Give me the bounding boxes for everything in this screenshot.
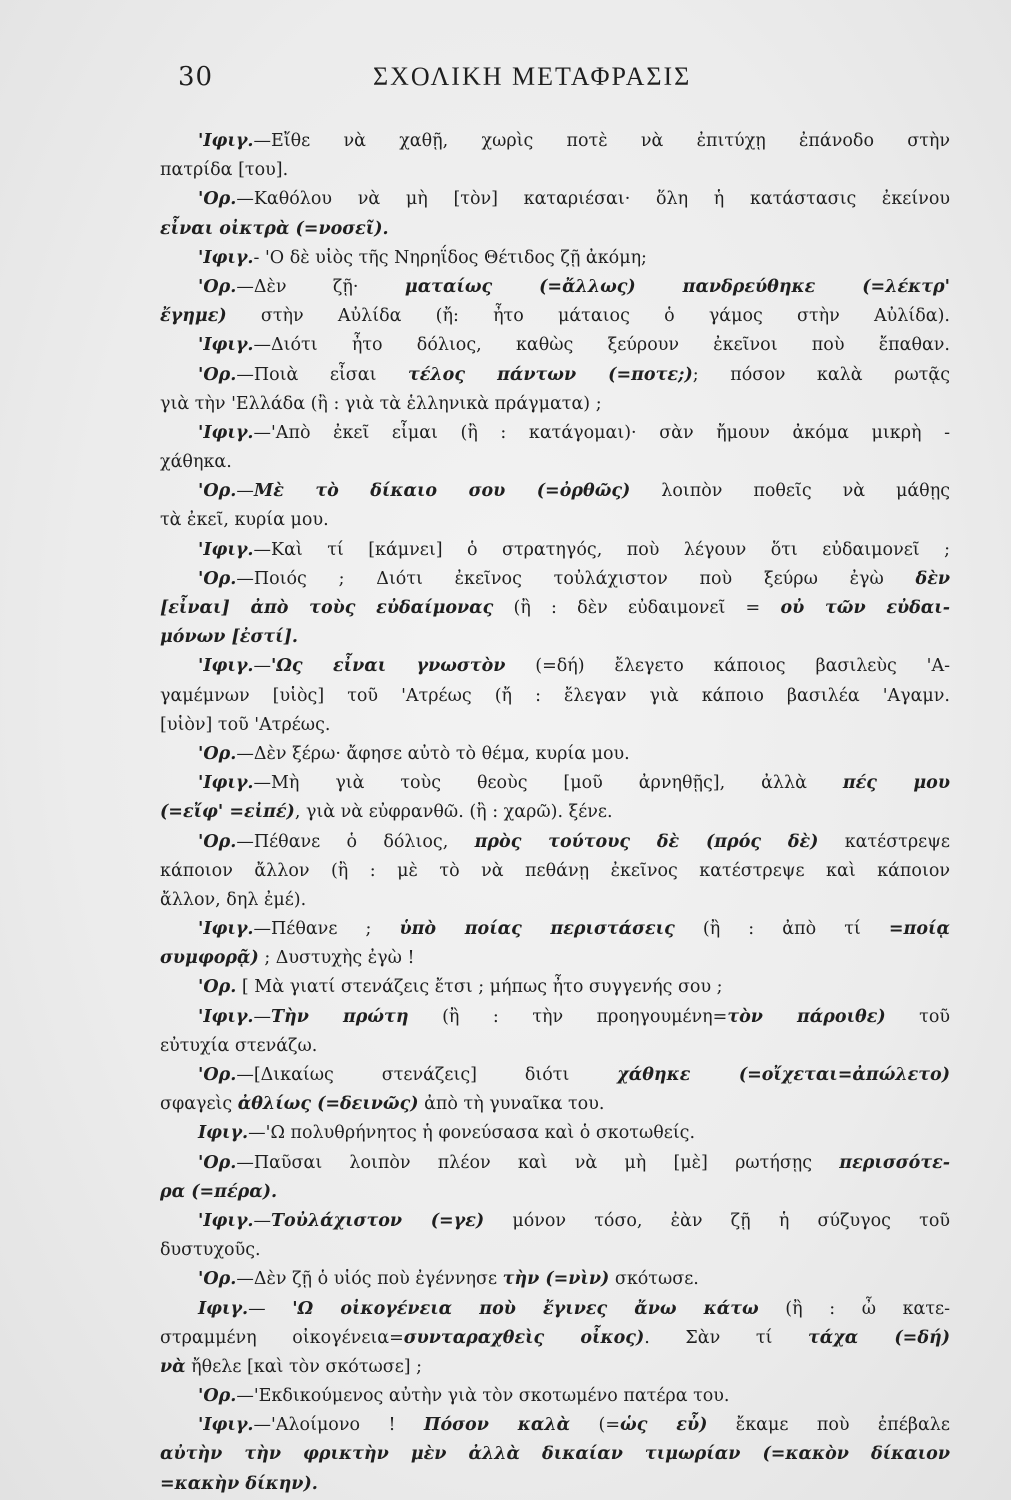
emphasis-text: τὴν (=νὶν) xyxy=(502,1269,610,1290)
text-segment: —Ποιός ; Διότι ἐκεῖνος τοὐλάχιστον ποὺ ξεύρω ἐγὼ xyxy=(236,568,916,589)
text-line xyxy=(160,1061,950,1090)
text-line xyxy=(160,273,950,302)
text-segment: ; πόσον καλὰ ρωτᾷς xyxy=(692,364,950,385)
emphasis-text: περισσότε- xyxy=(839,1152,950,1173)
text-line xyxy=(160,915,950,944)
emphasis-text: συνταραχθεὶς οἶκος) xyxy=(403,1327,645,1348)
emphasis-text: εἶναι οἰκτρὰ (=νοσεῖ). xyxy=(160,218,389,239)
text-segment: —[Δικαίως στενάζεις] διότι xyxy=(236,1065,618,1085)
text-segment: —Δὲν ξέρω· ἄφησε αὐτὸ τὸ θέμα, κυρία μου. xyxy=(236,743,630,764)
text-line xyxy=(160,1178,950,1207)
text-line xyxy=(160,944,950,973)
speaker-label: 'Ιφιγ. xyxy=(198,1006,254,1027)
text-line xyxy=(160,390,950,419)
text-segment: —Καθόλου νὰ μὴ [τὸν] καταριέσαι· ὅλη ἡ κατάστασις ἐκείνου xyxy=(236,189,950,210)
text-segment: — xyxy=(253,1210,271,1231)
speaker-label: 'Ορ. xyxy=(198,977,237,998)
text-line xyxy=(160,828,950,857)
emphasis-text: 'Ω οἰκογένεια ποὺ ἔγινες ἄνω κάτω xyxy=(292,1298,759,1319)
dialogue-text xyxy=(160,127,950,1499)
emphasis-text: μόνων [ἐστί]. xyxy=(160,627,298,648)
text-segment: ἤθελε [καὶ τὸν σκότωσε] ; xyxy=(185,1356,423,1377)
emphasis-text: τάχα (=δή) xyxy=(808,1327,950,1348)
speaker-label: 'Ορ. xyxy=(198,1386,237,1407)
text-segment: —Μὴ γιὰ τοὺς θεοὺς [μοῦ ἀρνηθῇς], ἀλλὰ xyxy=(253,773,843,794)
text-line xyxy=(160,1382,950,1411)
emphasis-text: χάθηκε (=οἴχεται=ἀπώλετο) xyxy=(617,1065,950,1085)
speaker-label: 'Ορ. xyxy=(198,481,237,502)
text-segment: (= xyxy=(570,1415,621,1436)
speaker-label: 'Ιφιγ. xyxy=(198,247,254,268)
text-line xyxy=(160,798,950,827)
emphasis-text: =ποίᾳ xyxy=(888,919,950,940)
text-line xyxy=(160,1032,950,1061)
text-line xyxy=(160,1149,950,1178)
emphasis-text: Τὴν πρώτη xyxy=(271,1006,409,1027)
text-segment: ἔκαμε ποὺ ἐπέβαλε xyxy=(707,1415,950,1436)
speaker-label: 'Ορ. xyxy=(198,364,237,385)
emphasis-text: πές μου xyxy=(842,773,950,794)
text-line xyxy=(160,1411,950,1440)
text-segment: . Σὰν τί xyxy=(644,1327,809,1348)
emphasis-text: οὐ τῶν εὐδαι- xyxy=(780,598,950,618)
page-header xyxy=(178,62,898,102)
emphasis-text: συμφορᾷ) xyxy=(160,948,259,969)
emphasis-text: ματαίως (=ἄλλως) πανδρεύθηκε (=λέκτρ' xyxy=(404,276,950,297)
text-segment: δυστυχοῦς. xyxy=(160,1240,261,1261)
speaker-label: 'Ορ. xyxy=(198,743,237,764)
text-line xyxy=(160,623,950,652)
text-line xyxy=(160,1207,950,1236)
text-line xyxy=(160,769,950,798)
speaker-label: 'Ορ. xyxy=(198,1065,237,1085)
text-segment: - 'Ο δὲ υἱὸς τῆς Νηρηΐδος Θέτιδος ζῇ ἀκόμη; xyxy=(253,247,647,268)
text-segment: κάποιον ἄλλον (ἢ : μὲ τὸ νὰ πεθάνῃ ἐκεῖνος κατέστρεψε καὶ κάποιον xyxy=(160,860,950,881)
text-segment: —Παῦσαι λοιπὸν πλέον καὶ νὰ μὴ [μὲ] ρωτήσῃς xyxy=(236,1152,840,1173)
speaker-label: 'Ορ. xyxy=(198,568,237,589)
text-segment: στὴν Αὐλίδα (ἤ: ἦτο μάταιος ὁ γάμος στὴν Αὐλίδα). xyxy=(226,306,950,327)
speaker-label: 'Ιφιγ. xyxy=(198,131,254,151)
emphasis-text: τὸν πάροιθε) xyxy=(727,1006,886,1027)
text-segment: — xyxy=(236,481,254,502)
emphasis-text: ὑπὸ ποίας περιστάσεις xyxy=(399,919,675,940)
emphasis-text: τέλος πάντων (=ποτε;) xyxy=(408,364,693,385)
text-line xyxy=(160,1324,950,1353)
text-segment: (ἢ : ἀπὸ τί xyxy=(674,919,889,940)
text-line xyxy=(160,711,950,740)
text-line xyxy=(160,857,950,886)
text-line xyxy=(160,331,950,360)
text-line xyxy=(160,506,950,535)
text-segment: —Δὲν ζῇ ὁ υἱός ποὺ ἐγέννησε xyxy=(236,1269,503,1290)
speaker-label: 'Ιφιγ. xyxy=(198,656,254,677)
text-segment: σκότωσε. xyxy=(609,1269,699,1290)
emphasis-text: αὐτὴν τὴν φρικτὴν μὲν ἀλλὰ δικαίαν τιμωρίαν (=κακὸν δίκαιον xyxy=(160,1444,950,1465)
text-segment: λοιπὸν ποθεῖς νὰ μάθῃς xyxy=(630,481,950,502)
text-line xyxy=(160,973,950,1002)
text-segment: [υἱὸν] τοῦ 'Ατρέως. xyxy=(160,714,331,735)
text-segment: —Διότι ἦτο δόλιος, καθὼς ξεύρουν ἐκεῖνοι ποὺ ἔπαθαν. xyxy=(253,335,950,356)
emphasis-text: ἔγημε) xyxy=(160,306,227,327)
text-line xyxy=(160,1265,950,1294)
emphasis-text: ἀθλίως (=δεινῶς) xyxy=(237,1094,419,1115)
speaker-label: 'Ορ. xyxy=(198,189,237,210)
text-line xyxy=(160,1470,950,1499)
text-line xyxy=(160,244,950,273)
text-segment: [ Μὰ γιατί στενάζεις ἔτσι ; μήπως ἦτο συγγενής σου ; xyxy=(236,977,723,998)
text-segment: —'Απὸ ἐκεῖ εἶμαι (ἢ : κατάγομαι)· σὰν ἤμουν ἀκόμα μικρὴ - xyxy=(253,422,950,443)
speaker-label: 'Ιφιγ. xyxy=(198,539,254,560)
text-line xyxy=(160,1236,950,1265)
emphasis-text: νὰ xyxy=(160,1356,186,1377)
speaker-label: 'Ιφιγ. xyxy=(198,1210,254,1231)
speaker-label: 'Ορ. xyxy=(198,1152,237,1173)
text-segment: μόνον τόσο, ἐὰν ζῇ ἡ σύζυγος τοῦ xyxy=(484,1210,950,1231)
text-segment: —'Εκδικούμενος αὐτὴν γιὰ τὸν σκοτωμένο πατέρα του. xyxy=(236,1386,730,1407)
text-line xyxy=(160,477,950,506)
text-segment: πατρίδα [του]. xyxy=(160,160,289,181)
running-title: ΣΧΟΛΙΚΗ ΜΕΤΑΦΡΑΣΙΣ xyxy=(373,62,692,91)
text-segment: γαμέμνων [υἱὸς] τοῦ 'Ατρέως (ἤ : ἔλεγαν γιὰ κάποιο βασιλέα 'Αγαμν. xyxy=(160,685,950,706)
text-segment: (ἢ : ὦ κατε- xyxy=(758,1298,950,1319)
text-line xyxy=(160,1295,950,1324)
speaker-label: 'Ιφιγ. xyxy=(198,773,254,794)
text-segment: (ἢ : δὲν εὐδαιμονεῖ = xyxy=(493,598,781,618)
emphasis-text: Τοὐλάχιστον (=γε) xyxy=(271,1210,485,1231)
text-segment: — xyxy=(248,1298,293,1319)
speaker-label: 'Ιφιγ. xyxy=(198,919,254,940)
text-line xyxy=(160,1440,950,1469)
speaker-label: 'Ορ. xyxy=(198,276,237,297)
text-segment: — xyxy=(253,1006,271,1027)
speaker-label: Ιφιγ. xyxy=(198,1298,249,1319)
text-line xyxy=(160,419,950,448)
text-line xyxy=(160,594,950,623)
emphasis-text: δὲν xyxy=(915,568,950,589)
text-segment: , γιὰ νὰ εὐφρανθῶ. (ἢ : χαρῶ). ξένε. xyxy=(294,802,613,823)
text-segment: (=δή) ἔλεγετο κάποιος βασιλεὺς 'Α- xyxy=(505,656,950,677)
text-line xyxy=(160,886,950,915)
text-segment: —Καὶ τί [κάμνει] ὁ στρατηγός, ποὺ λέγουν ὅτι εὐδαιμονεῖ ; xyxy=(253,539,950,560)
text-line xyxy=(160,652,950,681)
text-line xyxy=(160,682,950,711)
text-segment: ἀπὸ τὴ γυναῖκα του. xyxy=(418,1094,605,1115)
text-line xyxy=(160,565,950,594)
text-line xyxy=(160,448,950,477)
text-line xyxy=(160,1119,950,1148)
emphasis-text: ρα (=πέρα). xyxy=(160,1181,278,1202)
emphasis-text: [εἶναι] ἀπὸ τοὺς εὐδαίμονας xyxy=(160,598,494,618)
text-line xyxy=(160,740,950,769)
text-line xyxy=(160,1003,950,1032)
text-segment: ; Δυστυχὴς ἐγὼ ! xyxy=(258,948,415,969)
text-segment: —Εἴθε νὰ χαθῇ, χωρὶς ποτὲ νὰ ἐπιτύχῃ ἐπάνοδο στὴν xyxy=(253,131,950,151)
text-segment: κατέστρεψε xyxy=(818,831,950,852)
speaker-label: 'Ιφιγ. xyxy=(198,335,254,356)
text-segment: —'Αλοίμονο ! xyxy=(253,1415,424,1436)
emphasis-text: 'Ως εἶναι γνωστὸν xyxy=(271,656,506,677)
text-line xyxy=(160,361,950,390)
speaker-label: 'Ορ. xyxy=(198,831,237,852)
emphasis-text: ὡς εὖ) xyxy=(620,1415,708,1436)
text-segment: ἄλλον, δηλ ἐμέ). xyxy=(160,889,307,910)
text-line xyxy=(160,127,950,156)
speaker-label: 'Ιφιγ. xyxy=(198,422,254,443)
text-segment: —Πέθανε ; xyxy=(253,919,400,940)
text-segment: —'Ω πολυθρήνητος ἡ φονεύσασα καὶ ὁ σκοτωθείς. xyxy=(248,1123,696,1144)
text-segment: — xyxy=(253,656,271,677)
emphasis-text: (=εἴφ' =εἰπέ) xyxy=(160,802,295,823)
text-segment: στραμμένη οἰκογένεια= xyxy=(160,1327,404,1348)
text-segment: χάθηκα. xyxy=(160,452,232,473)
emphasis-text: Πόσον καλὰ xyxy=(423,1415,571,1436)
text-line xyxy=(160,1090,950,1119)
text-line xyxy=(160,185,950,214)
text-segment: σφαγεὶς xyxy=(160,1094,238,1115)
text-line xyxy=(160,1353,950,1382)
text-line xyxy=(160,302,950,331)
text-line xyxy=(160,536,950,565)
text-segment: τὰ ἐκεῖ, κυρία μου. xyxy=(160,510,329,531)
text-segment: γιὰ τὴν 'Ελλάδα (ἢ : γιὰ τὰ ἑλληνικὰ πράγματα) ; xyxy=(160,393,602,414)
emphasis-text: πρὸς τούτους δὲ (πρός δὲ) xyxy=(474,831,819,852)
emphasis-text: =κακὴν δίκην). xyxy=(160,1473,318,1494)
text-segment: —Πέθανε ὁ δόλιος, xyxy=(236,831,475,852)
text-segment: (ἢ : τὴν προηγουμένη= xyxy=(408,1006,728,1027)
page-number: 30 xyxy=(178,62,214,92)
text-line xyxy=(160,215,950,244)
emphasis-text: Μὲ τὸ δίκαιο σου (=ὀρθῶς) xyxy=(253,481,631,502)
text-segment: εὐτυχία στενάζω. xyxy=(160,1035,318,1056)
speaker-label: Ιφιγ. xyxy=(198,1123,249,1144)
text-line xyxy=(160,156,950,185)
text-segment: τοῦ xyxy=(885,1006,950,1027)
speaker-label: 'Ιφιγ. xyxy=(198,1415,254,1436)
text-segment: —Ποιὰ εἶσαι xyxy=(236,364,408,385)
speaker-label: 'Ορ. xyxy=(198,1269,237,1290)
text-segment: —Δὲν ζῇ· xyxy=(236,276,405,297)
